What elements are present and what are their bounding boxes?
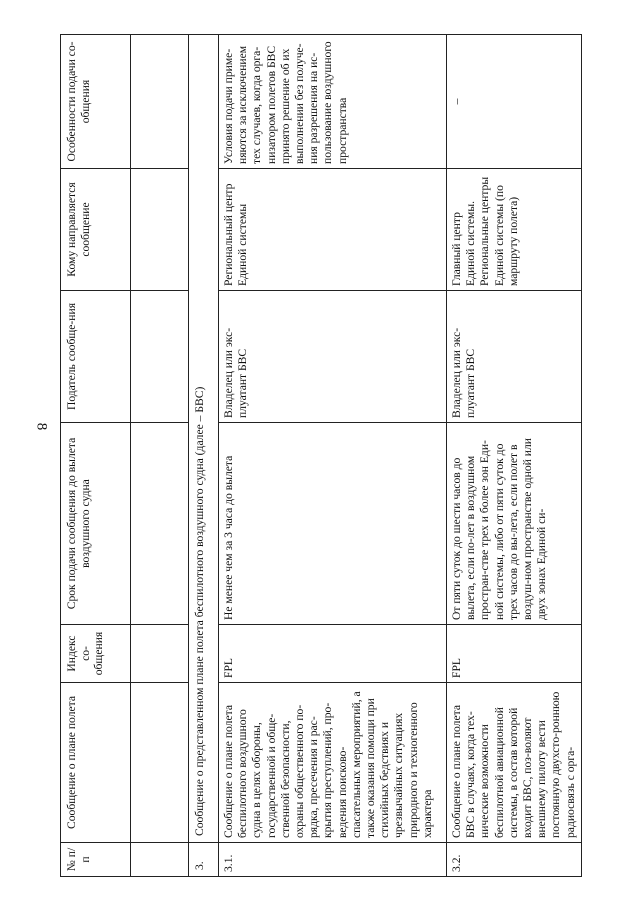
row-features: – [447,35,582,169]
empty-row [131,35,189,877]
header-row [61,35,131,877]
section-number: 3. [189,843,219,877]
row-recipient: Главный центр Единой системы. Региональные центры Единой системы (по маршруту полета) [447,169,582,291]
message-table [60,34,582,877]
row-term: От пяти суток до шести часов до вылета, если по-лет в воздушном простран-стве трех и более зон Еди-ной системы, либо от пяти суток до трех часов до вы-лета, если полет в воздуш-ном пространстве одной или двух зонах Единой си- [447,423,582,625]
row-submitter: Владелец или экс-плуатант БВС [219,291,447,423]
header-index: Индекс со-общения [61,625,131,683]
header-message: Сообщение о плане полета [61,683,131,843]
table-row [447,35,582,877]
table-row [219,35,447,877]
page-number: 8 [33,422,50,431]
section-title: Сообщение о представленном плане полета беспилотного воздушного судна (далее – БВС) [189,35,219,843]
header-recipient: Кому направляется сообщение [61,169,131,291]
row-message: Сообщение о плане полета беспилотного воздушного судна в целях обороны, государственной и обще-ственной безопасности, охраны общественного по-рядка, пресечения и рас-крытия преступлений, про-ведения поисково-спасательных мероприятий, а также оказания помощи при стихийных бедствиях и чрезвычайных ситуациях природного и техногенного характера [219,683,447,843]
row-features: Условия подачи приме-няются за исключением тех случаев, когда орга-низатором полетов БВС принято решение об их выполнении без получе-ния разрешения на ис-пользование воздушного пространства [219,35,447,169]
header-num: № п/п [61,843,131,877]
header-submitter: Податель сообще-ния [61,291,131,423]
row-num: 3.1. [219,843,447,877]
header-term: Срок подачи сообщения до вылета воздушного судна [61,423,131,625]
row-submitter: Владелец или экс-плуатант БВС [447,291,582,423]
header-features: Особенности подачи со-общения [61,35,131,169]
rotated-table-container [60,35,575,877]
row-term: Не менее чем за 3 часа до вылета [219,423,447,625]
row-num: 3.2. [447,843,582,877]
row-message: Сообщение о плане полета БВС в случаях, когда тех-нические возможности беспилотной авиационной системы, в состав которой входит БВС, поз-воляют внешнему пилоту вести постоянную двухсто-роннюю радиосвязь с орга- [447,683,582,843]
row-recipient: Региональный центр Единой системы [219,169,447,291]
section-row [189,35,219,877]
row-index: FPL [219,625,447,683]
row-index: FPL [447,625,582,683]
